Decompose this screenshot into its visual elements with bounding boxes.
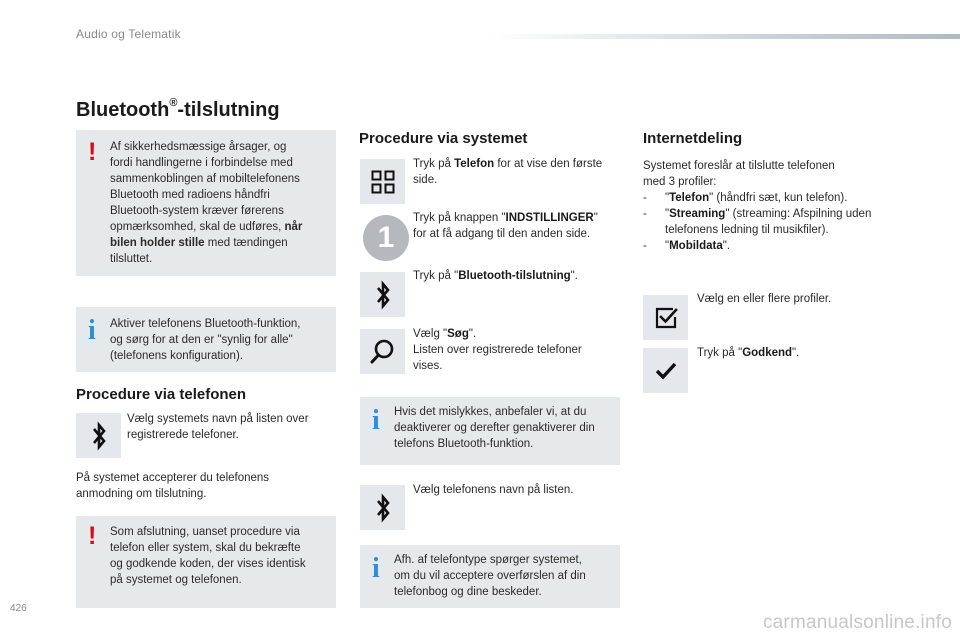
warning-note-confirm-code [76,516,336,608]
confirm-text [697,345,799,361]
list-dash: - [643,240,647,252]
text-span: for at vise den første [494,158,603,170]
system-step3-text [413,268,578,284]
text-line: Vælg systemets navn på listen over [127,413,309,425]
info-note-phonebook [360,545,620,608]
text-line: Systemet foreslår at tilslutte telefonen [643,160,835,172]
list-dash: - [643,192,647,204]
text-span: Vælg " [413,328,448,340]
text-line [413,210,598,226]
search-button [360,329,405,374]
text-line: Afh. af telefontype spørger systemet, [394,554,582,566]
text-line: vises. [413,360,443,372]
info-note-text [394,552,610,600]
system-step4-text [413,326,582,374]
text-line [110,219,326,235]
watermark: carmanualsonline.info [762,612,952,633]
list-item [643,190,883,206]
profile-select-button [643,295,688,340]
text-line: sammenkoblingen af mobiltelefonens [110,173,300,185]
bluetooth-icon [374,493,392,523]
text-line: Bluetooth-system kræver førerens [110,205,284,217]
text-bold: bilen holder stille [110,237,205,249]
text-bold: når [284,221,303,233]
text-span: ". [570,270,578,282]
text-span: Tryk på knappen " [413,212,506,224]
text-span: " [665,208,670,220]
text-line: Bluetooth med radioens håndfri [110,189,270,201]
bluetooth-connection-button [360,272,405,317]
profile-list [643,190,883,254]
text-line: side. [413,174,438,186]
text-span: opmærksomhed, skal de udføres, [110,221,285,233]
text-bold: Bluetooth-tilslutning [458,270,571,282]
warning-icon: ! [88,522,97,550]
text-line: anmodning om tilslutning. [76,488,207,500]
text-bold: INDSTILLINGER [505,212,594,224]
registered-mark: ® [169,97,178,110]
section-title-system: Procedure via systemet [359,130,528,147]
text-span: " [665,192,670,204]
list-item [643,238,883,254]
text-line: om du vil acceptere overførslen af din [394,570,586,582]
text-line: telefon eller system, skal du bekræfte [110,542,301,554]
section-title-phone: Procedure via telefonen [76,386,247,403]
text-line: telefonens ledning til musikfiler). [665,224,829,236]
header-divider [490,34,960,39]
page-title-text: Bluetooth [76,99,170,121]
text-span: Tryk på [413,158,455,170]
info-icon: i [372,553,380,584]
text-line: Listen over registrerede telefoner [413,344,582,356]
step-number-badge: 1 [363,215,409,261]
text-span: Tryk på " [413,270,459,282]
section-title-internet-sharing: Internetdeling [643,130,743,147]
text-line: og sørg for at den er "synlig for alle" [110,334,293,346]
info-icon: i [88,315,96,346]
text-line: telefonbog og dine beskeder. [394,586,542,598]
system-step1-text [413,156,602,188]
text-span: " (streaming: Afspilning uden [725,208,872,220]
text-bold: Streaming [669,208,726,220]
text-line: Hvis det mislykkes, anbefaler vi, at du [394,406,587,418]
text-line: med 3 profiler: [643,176,717,188]
text-line: for at få adgang til den anden side. [413,228,591,240]
text-span: ". [468,328,477,340]
bluetooth-icon [90,421,108,451]
text-bold: Mobildata [669,240,723,252]
bluetooth-button [76,413,121,458]
text-span: Tryk på " [697,347,743,359]
text-span: " [593,212,598,224]
text-bold: Telefon [454,158,495,170]
text-line: registrerede telefoner. [127,429,239,441]
text-span: " [665,240,670,252]
text-line: og godkende koden, der vises identisk [110,558,306,570]
bluetooth-icon [374,280,392,310]
text-line: fordi handlingerne i forbindelse med [110,157,293,169]
phone-accept-text [76,470,269,502]
text-line: (telefonens konfiguration). [110,350,243,362]
search-icon [369,338,397,366]
text-bold: Telefon [669,192,710,204]
phone-step-text [127,411,309,443]
text-line [110,235,326,251]
choose-profiles-text: Vælg en eller flere profiler. [697,293,832,305]
checkmark-icon [655,362,677,380]
text-line: deaktiverer og derefter genaktiverer din [394,422,595,434]
text-span: ". [722,240,731,252]
list-item [643,206,883,238]
text-line: telefons Bluetooth-funktion. [394,438,534,450]
warning-note-text [110,139,326,267]
info-note-text [394,404,610,452]
telephone-menu-button [360,159,405,204]
text-span: ". [792,347,800,359]
info-note-retry [360,397,620,465]
text-line [413,156,602,172]
warning-icon: ! [88,138,97,166]
confirm-button [643,348,688,393]
text-line [413,326,582,342]
text-span: med tændingen [204,237,288,249]
info-note-text [110,316,326,364]
text-bold: Godkend [742,347,793,359]
warning-note-text [110,524,326,588]
text-line: på systemet og telefonen. [110,574,242,586]
text-line: Som afslutning, uanset procedure via [110,526,300,538]
text-line: Aktiver telefonens Bluetooth-funktion, [110,318,301,330]
text-bold: Søg [447,328,469,340]
header-title: Audio og Telematik [76,27,181,41]
text-line: Af sikkerhedsmæssige årsager, og [110,141,287,153]
page-title-suffix: -tilslutning [177,99,280,121]
info-note-activate-bluetooth [76,307,336,372]
checkbox-icon [654,306,678,330]
list-dash: - [643,208,647,220]
page-title [76,99,280,122]
text-line: tilsluttet. [110,253,153,265]
bluetooth-select-button [360,485,405,530]
grid-icon [371,170,395,194]
text-span: " (håndfri sæt, kun telefon). [709,192,848,204]
info-icon: i [372,405,380,436]
profiles-intro-text [643,158,835,190]
system-step5-text: Vælg telefonens navn på listen. [413,484,574,496]
page-number: 426 [10,603,27,614]
text-line: På systemet accepterer du telefonens [76,472,270,484]
text-line [413,268,578,284]
warning-note-safety [76,130,336,276]
system-step2-text [413,210,598,242]
